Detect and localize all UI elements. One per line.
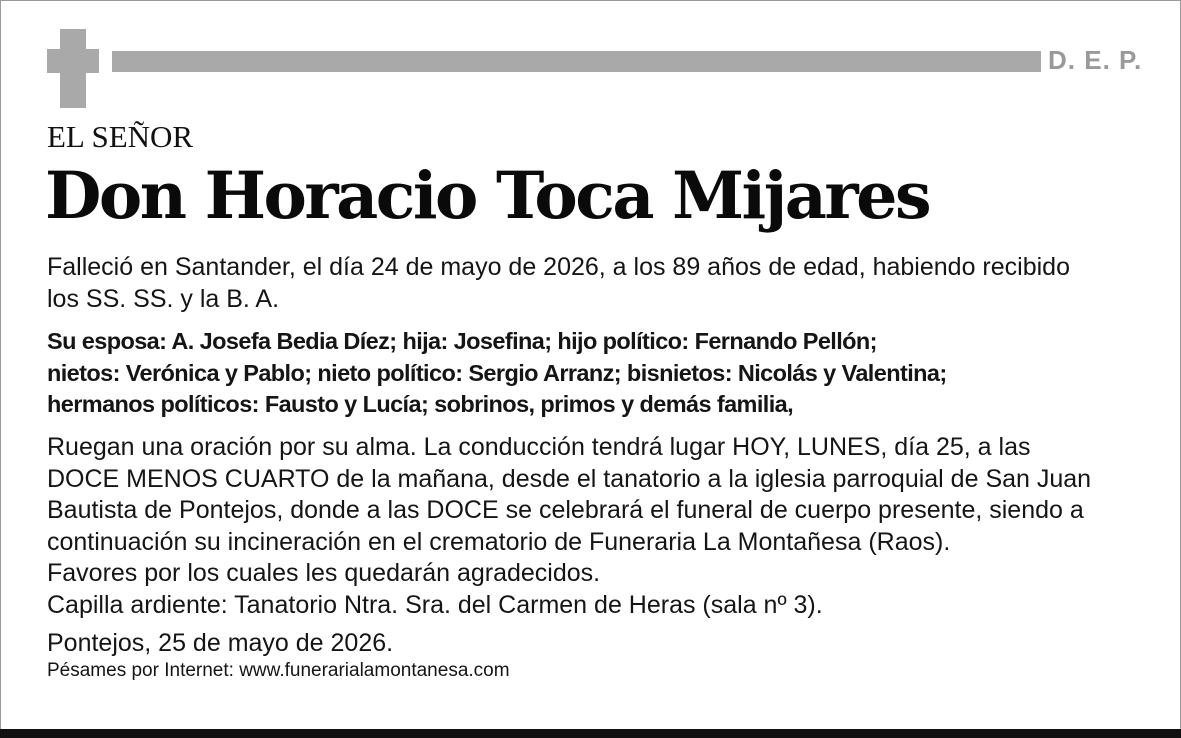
death-notice-line: los SS. SS. y la B. A. bbox=[47, 284, 280, 313]
death-notice-line: Falleció en Santander, el día 24 de mayo de 2026, a los 89 años de edad, habiendo recibido bbox=[47, 253, 1070, 281]
funeral-paragraph bbox=[47, 432, 1091, 621]
funeral-line: Bautista de Pontejos, donde a las DOCE se celebrará el funeral de cuerpo presente, siendo a bbox=[47, 496, 1084, 524]
family-paragraph bbox=[47, 326, 947, 421]
place-date-text: Pontejos, 25 de mayo de 2026. bbox=[47, 629, 394, 657]
bottom-rule bbox=[0, 729, 1181, 738]
funeral-line: DOCE MENOS CUARTO de la mañana, desde el tanatorio a la iglesia parroquial de San Juan bbox=[47, 464, 1092, 493]
header-bar bbox=[112, 51, 1041, 72]
family-line: Su esposa: A. Josefa Bedia Díez; hija: Josefina; hijo político: Fernando Pellón; bbox=[47, 328, 877, 354]
funeral-line: Favores por los cuales les quedarán agradecidos. bbox=[47, 559, 601, 587]
place-date bbox=[47, 628, 393, 660]
family-line: nietos: Verónica y Pablo; nieto político: Sergio Arranz; bisnietos: Nicolás y Valentina; bbox=[47, 359, 947, 386]
funeral-line: Ruegan una oración por su alma. La conducción tendrá lugar HOY, LUNES, día 25, a las bbox=[47, 433, 1031, 461]
deceased-name: Don Horacio Toca Mijares bbox=[45, 158, 930, 234]
family-line: hermanos políticos: Fausto y Lucía; sobrinos, primos y demás familia, bbox=[47, 391, 794, 417]
death-notice-paragraph bbox=[47, 252, 1070, 315]
funeral-line: Capilla ardiente: Tanatorio Ntra. Sra. del Carmen de Heras (sala nº 3). bbox=[47, 590, 823, 619]
honorific: EL SEÑOR bbox=[47, 119, 194, 154]
funeral-line: continuación su incineración en el crematorio de Funeraria La Montañesa (Raos). bbox=[47, 527, 951, 556]
condolences-link-text: Pésames por Internet: www.funerarialamontanesa.com bbox=[47, 660, 510, 681]
cross-icon-crossbar bbox=[47, 49, 99, 73]
dep-label: D. E. P. bbox=[1048, 45, 1143, 75]
